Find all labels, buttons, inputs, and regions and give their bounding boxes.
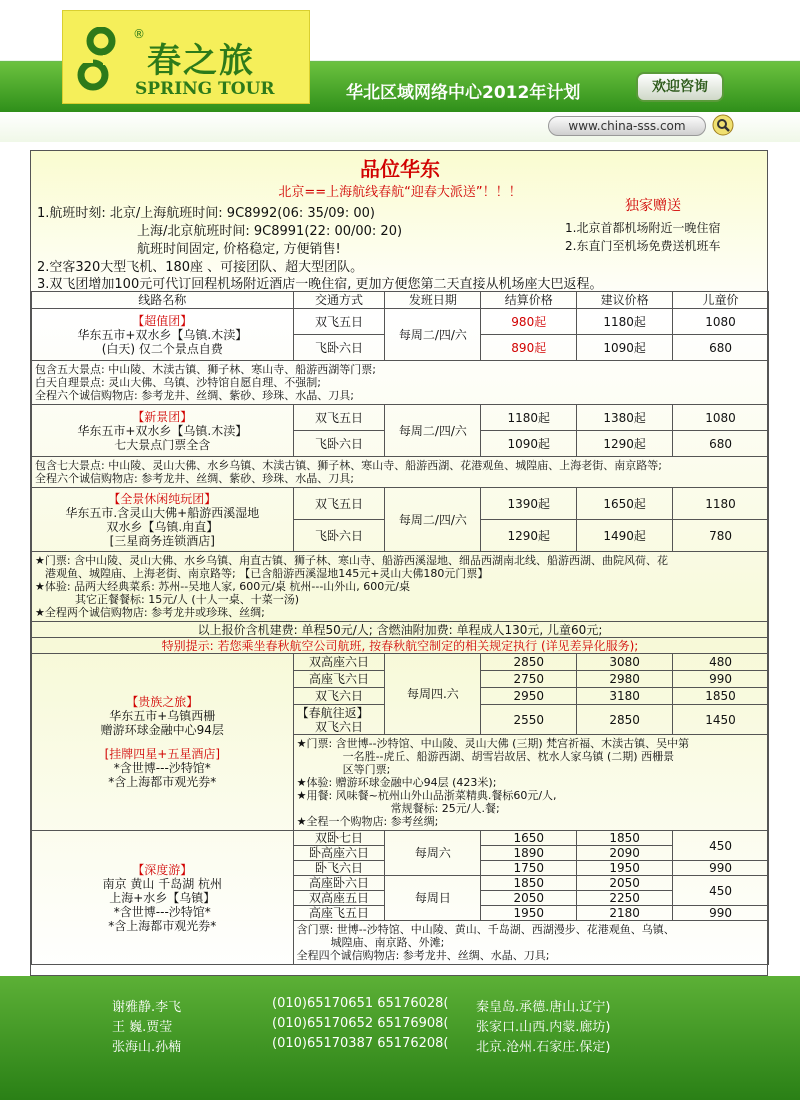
child-price-cell: 1180 xyxy=(673,488,769,520)
route-desc: 七大景点门票全含 xyxy=(114,437,211,452)
note-line: 区等门票; xyxy=(342,763,391,776)
col-header-departure: 发班日期 xyxy=(385,292,481,309)
child-price-cell: 990 xyxy=(673,906,769,921)
departure-cell: 每周二/四/六 xyxy=(385,309,481,361)
promo-subtitle: 北京==上海航线春航“迎春大派送”！！！ xyxy=(278,185,522,200)
child-price-cell: 450 xyxy=(673,831,769,861)
departure-cell: 每周六 xyxy=(385,831,481,876)
suggest-price-cell: 1490起 xyxy=(577,520,673,552)
spring-s-logo-icon xyxy=(71,27,125,93)
note-line: ★门票: 含世博--沙特馆、中山陵、灵山大佛 (三期) 梵宫祈福、木渎古镇、吴中第 xyxy=(296,737,690,750)
transport-cell: 双卧七日 xyxy=(293,831,385,846)
suggest-price-cell: 2180 xyxy=(577,906,673,921)
route-notes xyxy=(293,921,768,965)
note-line: 含门票: 世博--沙特馆、中山陵、黄山、千岛湖、西湖漫步、花港观鱼、乌镇、 xyxy=(296,923,675,936)
settle-price-cell: 1850 xyxy=(481,876,577,891)
brand-name-en: SPRING TOUR xyxy=(135,79,275,99)
settle-price-cell: 2950 xyxy=(481,688,577,705)
contact-phone-2: (010)65170652 65176908( xyxy=(272,1016,449,1031)
suggest-price-cell: 1380起 xyxy=(577,405,673,431)
settle-price-cell: 2850 xyxy=(481,654,577,671)
table-note-row xyxy=(32,457,769,488)
route-tag: 【深度游】 xyxy=(132,862,193,877)
route-hotel-tag: [挂牌四星+五星酒店] xyxy=(104,747,220,761)
transport-cell: 飞卧六日 xyxy=(293,520,385,552)
settle-price-cell: 1090起 xyxy=(481,431,577,457)
table-row xyxy=(32,309,769,335)
suggest-price-cell: 1180起 xyxy=(577,309,673,335)
route-tag: 【贵族之旅】 xyxy=(126,695,199,709)
route-tag: 【新景团】 xyxy=(132,409,193,424)
note-line: 全程六个诚信购物店: 参考龙井、丝绸、紫砂、珍珠、水晶、刀具; xyxy=(35,389,354,402)
route-desc: 赠游环球金融中心94层 xyxy=(100,723,224,737)
flight-schedule-1: 1.航班时刻: 北京/上海航班时间: 9C8992(06: 35/09: 00) xyxy=(37,206,375,221)
brand-logo xyxy=(62,10,310,104)
departure-cell: 每周二/四/六 xyxy=(385,405,481,457)
route-desc: (白天) 仅二个景点自费 xyxy=(101,341,223,356)
note-line: 一名胜--虎丘、船游西湖、胡雪岩故居、枕水人家乌镇 (二期) 西栅景 xyxy=(342,750,675,763)
note-line: 白天自理景点: 灵山大佛、乌镇、沙特馆自愿自理、不强制; xyxy=(35,376,321,389)
transport-cell: 高座卧六日 xyxy=(293,876,385,891)
settle-price-cell: 1390起 xyxy=(481,488,577,520)
transport-cell: 卧高座六日 xyxy=(293,846,385,861)
route-cell xyxy=(32,309,294,361)
table-row xyxy=(32,488,769,520)
note-line: 全程六个诚信购物店: 参考龙井、丝绸、紫砂、珍珠、水晶、刀具; xyxy=(35,472,354,485)
tour-price-table xyxy=(31,291,769,965)
transport-cell: 双飞五日 xyxy=(293,309,385,335)
route-notes xyxy=(32,457,769,488)
route-name: 华东五市+双水乡【乌镇.木渎】 xyxy=(77,327,248,342)
route-notes xyxy=(32,552,769,622)
suggest-price-cell: 3080 xyxy=(577,654,673,671)
route-notes xyxy=(32,361,769,405)
settle-price-cell: 2550 xyxy=(481,705,577,735)
settle-price-cell: 1950 xyxy=(481,906,577,921)
transport-cell: 双飞五日 xyxy=(293,405,385,431)
suggest-price-cell: 1090起 xyxy=(577,335,673,361)
contact-names-1: 谢雅静.李飞 xyxy=(112,1000,182,1015)
transport-cell: 双高座五日 xyxy=(293,891,385,906)
contact-area-1: 秦皇岛.承德.唐山.辽宁) xyxy=(476,1000,611,1015)
table-row xyxy=(32,831,769,846)
route-cell xyxy=(32,488,294,552)
special-tip-row xyxy=(32,638,769,654)
suggest-price-cell: 2850 xyxy=(577,705,673,735)
departure-cell: 每周四.六 xyxy=(385,654,481,735)
route-extra: *含上海都市观光券* xyxy=(108,918,217,933)
contact-names-2: 王 巍.贾莹 xyxy=(112,1020,173,1035)
flight-note: 航班时间固定, 价格稳定, 方便销售! xyxy=(137,242,341,257)
note-line: 常规餐标: 25元/人.餐; xyxy=(390,802,500,815)
child-price-cell: 450 xyxy=(673,876,769,906)
settle-price-cell: 1650 xyxy=(481,831,577,846)
plan-title: 华北区域网络中心2012年计划 xyxy=(346,83,581,103)
note-line: ★体验: 赠游环球金融中心94层 (423米); xyxy=(296,776,497,789)
note-line: ★用餐: 风味餐~杭州山外山品浙菜精典.餐标60元/人, xyxy=(296,789,557,802)
route-extra: *含上海都市观光券* xyxy=(108,775,217,789)
transport-cell xyxy=(293,705,385,735)
contact-names-3: 张海山.孙楠 xyxy=(112,1040,182,1055)
footer-contacts xyxy=(0,976,800,1100)
transport-cell: 双飞六日 xyxy=(293,688,385,705)
transport-cell: 高座飞五日 xyxy=(293,906,385,921)
transport-cell: 双高座六日 xyxy=(293,654,385,671)
contact-area-3: 北京.沧州.石家庄.保定) xyxy=(476,1040,611,1055)
child-price-cell: 990 xyxy=(673,671,769,688)
route-desc: 双水乡【乌镇.甪直】 xyxy=(106,519,219,534)
departure-cell: 每周二/四/六 xyxy=(385,488,481,552)
note-line: 城隍庙、南京路、外滩; xyxy=(330,936,445,949)
special-tip: 特别提示: 若您乘坐春秋航空公司航班, 按春秋航空制定的相关规定执行 (详见差异化服务); xyxy=(32,638,769,654)
child-price-cell: 480 xyxy=(673,654,769,671)
route-extra: *含世博---沙特馆* xyxy=(113,761,211,775)
hotel-offer: 3.双飞团增加100元可代订回程机场附近酒店一晚住宿, 更加方便您第二天直接从机场座大巴返程。 xyxy=(37,277,603,292)
route-cell xyxy=(32,405,294,457)
settle-price-cell: 1890 xyxy=(481,846,577,861)
route-cell xyxy=(32,831,294,965)
settle-price-cell: 890起 xyxy=(481,335,577,361)
route-name: 华东五市.含灵山大佛+船游西溪湿地 xyxy=(65,505,260,520)
website-url[interactable]: www.china-sss.com xyxy=(548,116,706,136)
child-price-cell: 1080 xyxy=(673,309,769,335)
transport-cell: 飞卧六日 xyxy=(293,335,385,361)
settle-price-cell: 2750 xyxy=(481,671,577,688)
child-price-cell: 990 xyxy=(673,861,769,876)
suggest-price-cell: 2980 xyxy=(577,671,673,688)
aircraft-info: 2.空客320大型飞机、180座 、可接团队、超大型团队。 xyxy=(37,260,364,275)
col-header-suggest-price: 建议价格 xyxy=(577,292,673,309)
spring-airline-tag: 【春航往返】 xyxy=(296,705,369,720)
price-summary-row xyxy=(32,622,769,638)
table-header-row xyxy=(32,292,769,309)
gift-item-1: 1.北京首都机场附近一晚住宿 xyxy=(565,221,721,235)
suggest-price-cell: 1650起 xyxy=(577,488,673,520)
route-name: 华东五市+乌镇西栅 xyxy=(109,709,216,723)
route-tag: 【全景休闲纯玩团】 xyxy=(108,491,217,506)
note-line: ★全程一个购物店: 参考丝绸; xyxy=(296,815,439,828)
suggest-price-cell: 2250 xyxy=(577,891,673,906)
itinerary-panel xyxy=(30,150,768,976)
note-line: 包含七大景点: 中山陵、灵山大佛、水乡乌镇、木渎古镇、狮子林、寒山寺、船游西湖、花港观鱼、城隍庙、上海老街、南京路等; xyxy=(35,459,662,472)
flight-schedule-2: 上海/北京航班时间: 9C8991(22: 00/00: 20) xyxy=(137,224,403,239)
route-hotel: [三星商务连锁酒店] xyxy=(109,533,215,548)
settle-price-cell: 1750 xyxy=(481,861,577,876)
transport-cell: 飞卧六日 xyxy=(293,431,385,457)
table-row xyxy=(32,654,769,671)
suggest-price-cell: 1950 xyxy=(577,861,673,876)
settle-price-cell: 1180起 xyxy=(481,405,577,431)
route-cell xyxy=(32,654,294,831)
route-notes xyxy=(293,735,768,831)
col-header-child-price: 儿童价 xyxy=(673,292,769,309)
table-row xyxy=(32,405,769,431)
contact-phone-1: (010)65170651 65176028( xyxy=(272,996,449,1011)
col-header-settle-price: 结算价格 xyxy=(481,292,577,309)
note-line: ★门票: 含中山陵、灵山大佛、水乡乌镇、甪直古镇、狮子林、寒山寺、船游西溪湿地、细品西湖南北线、船游西湖、曲院风荷、花 xyxy=(35,554,669,567)
registered-mark: ® xyxy=(133,27,145,41)
note-line: ★全程两个诚信购物店: 参考龙井或珍珠、丝绸; xyxy=(35,606,265,619)
route-name: 华东五市+双水乡【乌镇.木渎】 xyxy=(77,423,248,438)
note-line: 其它正餐餐标: 15元/人 (十人一桌、十菜一汤) xyxy=(75,593,299,606)
price-summary: 以上报价含机建费: 单程50元/人; 含燃油附加费: 单程成人130元, 儿童60元; xyxy=(32,622,769,638)
table-note-row xyxy=(32,361,769,405)
search-icon[interactable] xyxy=(712,114,734,136)
note-line: 全程四个诚信购物店: 参考龙井、丝绸、水晶、刀具; xyxy=(296,949,550,962)
child-price-cell: 1450 xyxy=(673,705,769,735)
route-tag: 【超值团】 xyxy=(132,313,193,328)
note-line: 包含五大景点: 中山陵、木渎古镇、狮子林、寒山寺、船游西湖等门票; xyxy=(35,363,376,376)
contact-area-2: 张家口.山西.内蒙.廊坊) xyxy=(476,1020,611,1035)
note-line: ★体验: 品两大经典菜系: 苏州--吴地人家, 600元/桌 杭州---山外山, 600元/桌 xyxy=(35,580,410,593)
transport-label: 双飞六日 xyxy=(315,719,364,734)
gift-title: 独家赠送 xyxy=(625,198,681,214)
suggest-price-cell: 1290起 xyxy=(577,431,673,457)
suggest-price-cell: 2090 xyxy=(577,846,673,861)
suggest-price-cell: 1850 xyxy=(577,831,673,846)
child-price-cell: 780 xyxy=(673,520,769,552)
child-price-cell: 1850 xyxy=(673,688,769,705)
departure-cell: 每周日 xyxy=(385,876,481,921)
route-name: 南京 黄山 千岛湖 杭州 xyxy=(102,876,223,891)
child-price-cell: 680 xyxy=(673,431,769,457)
route-desc: 上海+水乡【乌镇】 xyxy=(109,890,216,905)
transport-cell: 双飞五日 xyxy=(293,488,385,520)
note-line: 港观鱼、城隍庙、上海老街、南京路等; 【已含船游西溪湿地145元+灵山大佛180元门票】 xyxy=(45,567,489,580)
transport-cell: 高座飞六日 xyxy=(293,671,385,688)
settle-price-cell: 980起 xyxy=(481,309,577,335)
child-price-cell: 680 xyxy=(673,335,769,361)
col-header-route: 线路名称 xyxy=(32,292,294,309)
contact-phone-3: (010)65170387 65176208( xyxy=(272,1036,449,1051)
suggest-price-cell: 2050 xyxy=(577,876,673,891)
gift-item-2: 2.东直门至机场免费送机班车 xyxy=(565,239,721,253)
brand-name-cn: 春之旅 xyxy=(147,41,255,81)
settle-price-cell: 2050 xyxy=(481,891,577,906)
suggest-price-cell: 3180 xyxy=(577,688,673,705)
consult-button[interactable]: 欢迎咨询 xyxy=(636,72,724,102)
route-extra: *含世博---沙特馆* xyxy=(113,904,211,919)
col-header-transport: 交通方式 xyxy=(293,292,385,309)
table-note-row xyxy=(32,552,769,622)
child-price-cell: 1080 xyxy=(673,405,769,431)
settle-price-cell: 1290起 xyxy=(481,520,577,552)
section-title: 品位华东 xyxy=(360,157,440,181)
transport-cell: 卧飞六日 xyxy=(293,861,385,876)
